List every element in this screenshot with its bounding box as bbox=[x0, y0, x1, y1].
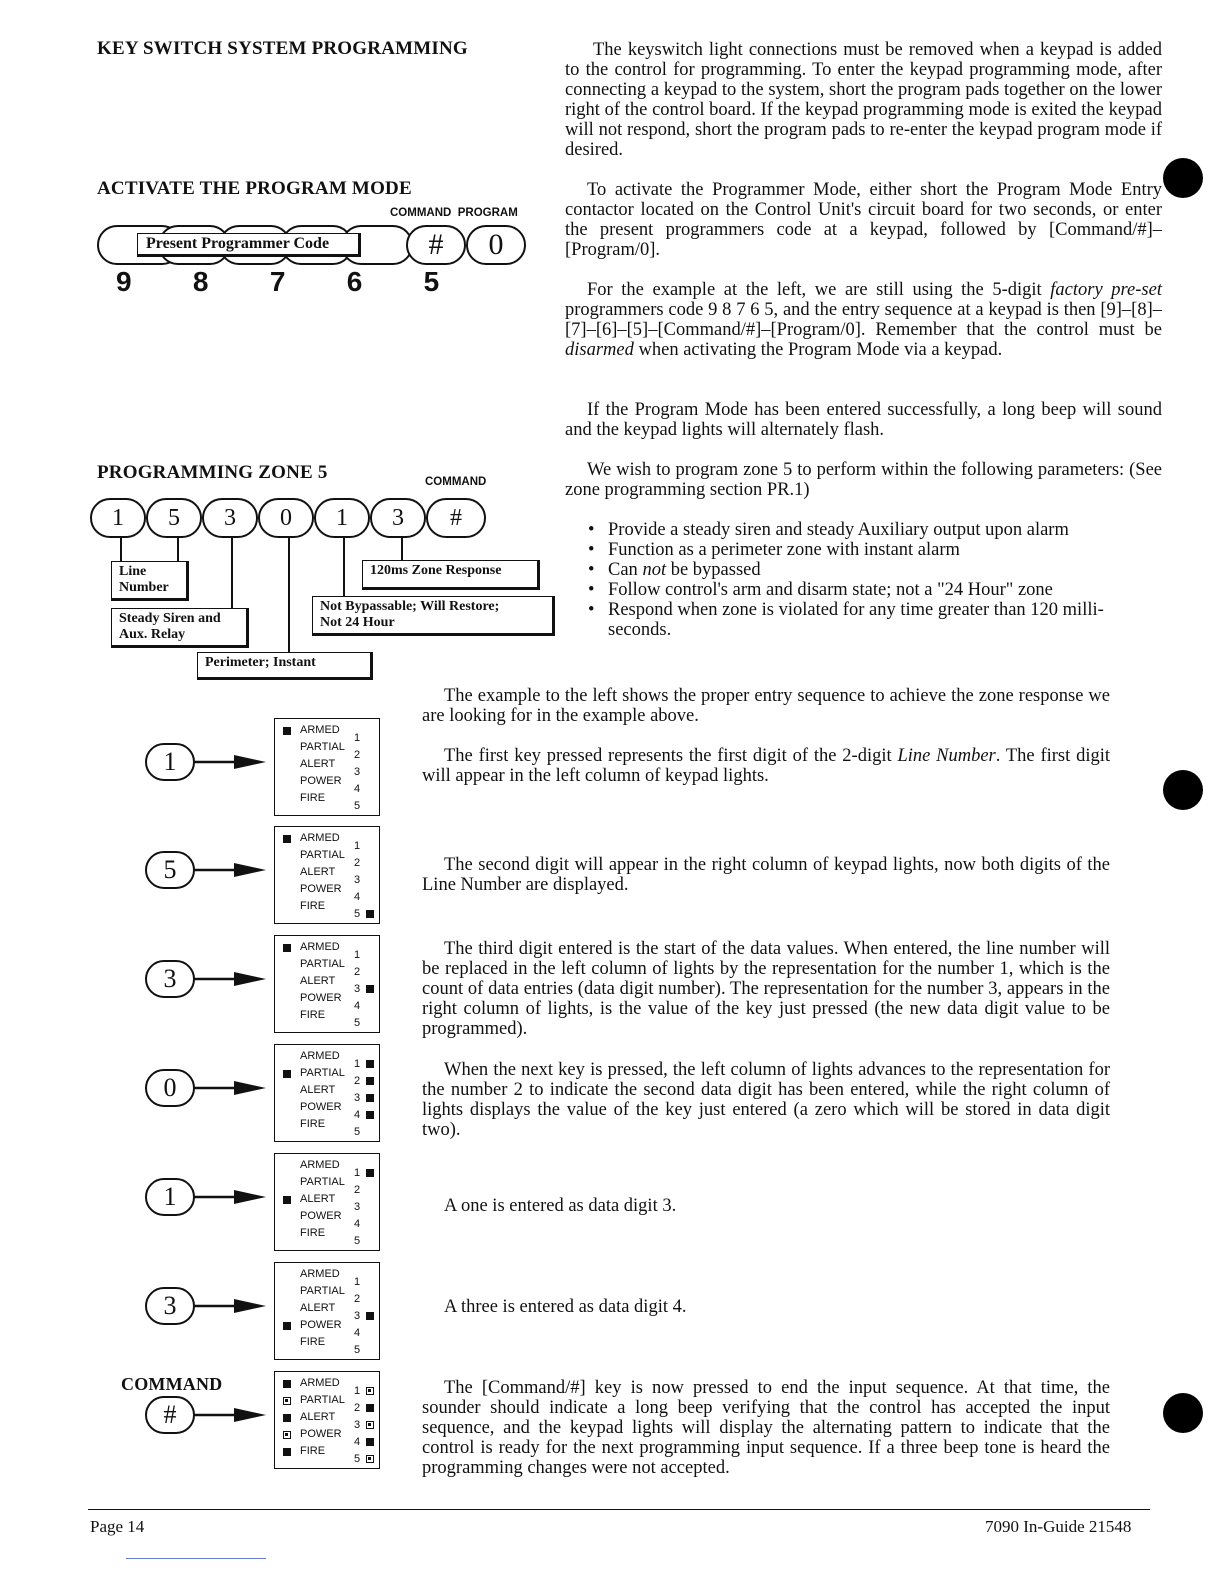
zone-key-hash: # bbox=[426, 498, 486, 538]
light-number: 5 bbox=[354, 1344, 361, 1356]
program-zero-key: 0 bbox=[466, 225, 526, 265]
zone-key-0: 0 bbox=[258, 498, 314, 538]
para-one-entered: A one is entered as data digit 3. bbox=[444, 1196, 677, 1216]
light-label: POWER bbox=[300, 992, 342, 1004]
light-label: PARTIAL bbox=[300, 958, 345, 970]
light-label: FIRE bbox=[300, 1118, 326, 1130]
light-label: ALERT bbox=[300, 758, 336, 770]
punch-hole bbox=[1163, 1393, 1203, 1433]
light-label: POWER bbox=[300, 1210, 342, 1222]
para-success: If the Program Mode has been entered successfully, a long beep will sound and the keypad lights will alternately flash. bbox=[565, 400, 1162, 440]
light-label: ALERT bbox=[300, 1411, 336, 1423]
keypad-light-row bbox=[275, 866, 379, 886]
arrow-right-icon bbox=[194, 1405, 274, 1425]
keypad-light-row bbox=[275, 1193, 379, 1213]
keypad-light-row bbox=[275, 1445, 379, 1465]
footer-rule bbox=[88, 1509, 1150, 1510]
left-light-on bbox=[283, 835, 291, 843]
arrow-right-icon bbox=[194, 1187, 274, 1207]
keypad-light-row bbox=[275, 1394, 379, 1414]
para-next-key: When the next key is pressed, the left column of lights advances to the representation for the number 2 to indicate the second data digit has been entered, while the right column of lights displays the value of the key just entered (a zero which will be stored in data digit two). bbox=[422, 1060, 1110, 1140]
keypad-lights-display bbox=[274, 1371, 380, 1469]
left-light-on bbox=[283, 1196, 291, 1204]
light-number: 4 bbox=[354, 1000, 361, 1012]
light-label: ARMED bbox=[300, 941, 340, 953]
sequence-key: 3 bbox=[145, 1287, 195, 1325]
left-light-on bbox=[283, 727, 291, 735]
keypad-lights-display bbox=[274, 826, 380, 924]
light-label: PARTIAL bbox=[300, 1176, 345, 1188]
light-number: 3 bbox=[354, 1419, 361, 1431]
light-label: PARTIAL bbox=[300, 741, 345, 753]
para-command-end: The [Command/#] key is now pressed to end the input sequence. At that time, the sounder should indicate a long beep verifying that the control has accepted the input sequence, and the keypad lights will display the alternating pattern to indicate that the control is ready for the next programming input sequence. If a three beep tone is heard the programming changes were not accepted. bbox=[422, 1378, 1110, 1478]
command-hash-key: # bbox=[406, 225, 466, 265]
activate-heading: ACTIVATE THE PROGRAM MODE bbox=[97, 178, 412, 199]
punch-hole bbox=[1163, 158, 1203, 198]
light-label: ALERT bbox=[300, 866, 336, 878]
keypad-light-row bbox=[275, 1050, 379, 1070]
page-title: KEY SWITCH SYSTEM PROGRAMMING bbox=[97, 38, 468, 59]
keypad-command-label: COMMAND bbox=[121, 1374, 223, 1394]
light-number: 4 bbox=[354, 1436, 361, 1448]
light-label: FIRE bbox=[300, 1009, 326, 1021]
light-label: ARMED bbox=[300, 1159, 340, 1171]
para-example: For the example at the left, we are still using the 5-digit factory pre-set programmers code 9 8 7 6 5, and the entry sequence at a keypad is then [9]–[8]–[7]–[6]–[5]–[Command/#]–[Program/0]. Remember that the control must be disarmed when activating the Program Mode via a keypad. bbox=[565, 280, 1162, 360]
light-label: ARMED bbox=[300, 1050, 340, 1062]
zone-key-1: 1 bbox=[90, 498, 146, 538]
light-number: 3 bbox=[354, 1201, 361, 1213]
keypad-light-row bbox=[275, 792, 379, 812]
light-number: 5 bbox=[354, 908, 361, 920]
zone5-heading: PROGRAMMING ZONE 5 bbox=[97, 462, 328, 483]
code-digits: 9 8 7 6 5 bbox=[116, 266, 442, 297]
light-number: 2 bbox=[354, 857, 361, 869]
arrow-right-icon bbox=[194, 752, 274, 772]
light-number: 1 bbox=[354, 1385, 361, 1397]
keypad-light-row bbox=[275, 1336, 379, 1356]
light-label: FIRE bbox=[300, 900, 326, 912]
light-number: 1 bbox=[354, 1276, 361, 1288]
para-second-digit: The second digit will appear in the right column of keypad lights, now both digits of the Line Number are displayed. bbox=[422, 855, 1110, 895]
zone-key-1b: 1 bbox=[314, 498, 370, 538]
list-item: • Respond when zone is violated for any time greater than 120 milli-seconds. bbox=[585, 600, 1125, 640]
sequence-key: 5 bbox=[145, 851, 195, 889]
light-label: FIRE bbox=[300, 1336, 326, 1348]
light-label: PARTIAL bbox=[300, 1394, 345, 1406]
right-light-on bbox=[366, 1455, 374, 1463]
keypad-light-row bbox=[275, 1067, 379, 1087]
zone-key-3: 3 bbox=[202, 498, 258, 538]
para-sequence-intro: The example to the left shows the proper entry sequence to achieve the zone response we are looking for in the example above. bbox=[422, 686, 1110, 726]
keypad-light-row bbox=[275, 832, 379, 852]
light-number: 4 bbox=[354, 1327, 361, 1339]
left-light-on bbox=[283, 1448, 291, 1456]
light-number: 4 bbox=[354, 783, 361, 795]
right-light-on bbox=[366, 910, 374, 918]
keypad-light-row bbox=[275, 958, 379, 978]
keypad-light-row bbox=[275, 1101, 379, 1121]
light-label: PARTIAL bbox=[300, 849, 345, 861]
light-number: 4 bbox=[354, 891, 361, 903]
light-number: 1 bbox=[354, 1058, 361, 1070]
light-label: POWER bbox=[300, 1428, 342, 1440]
light-label: ARMED bbox=[300, 1268, 340, 1280]
para-first-key: The first key pressed represents the first digit of the 2-digit Line Number. The first digit will appear in the left column of keypad lights. bbox=[422, 746, 1110, 786]
light-label: ALERT bbox=[300, 1193, 336, 1205]
keypad-light-row bbox=[275, 1411, 379, 1431]
list-item: • Follow control's arm and disarm state; not a "24 Hour" zone bbox=[585, 580, 1125, 600]
list-item: • Provide a steady siren and steady Auxiliary output upon alarm bbox=[585, 520, 1125, 540]
light-number: 1 bbox=[354, 840, 361, 852]
zone-key-5: 5 bbox=[146, 498, 202, 538]
light-label: PARTIAL bbox=[300, 1067, 345, 1079]
keypad-light-row bbox=[275, 1302, 379, 1322]
light-number: 3 bbox=[354, 874, 361, 886]
present-programmer-code-label: Present Programmer Code bbox=[137, 233, 361, 257]
sequence-key: 3 bbox=[145, 960, 195, 998]
light-number: 2 bbox=[354, 749, 361, 761]
light-number: 1 bbox=[354, 1167, 361, 1179]
para-third-digit: The third digit entered is the start of the data values. When entered, the line number will be replaced in the left column of lights by the representation for the number 1, which is the count of data entries (data digit number). The representation for the number 3, appears in the right column of lights, is the value of the key just pressed (the new data digit value to be programmed). bbox=[422, 939, 1110, 1039]
light-number: 1 bbox=[354, 949, 361, 961]
sequence-key: 1 bbox=[145, 1178, 195, 1216]
keypad-light-row bbox=[275, 941, 379, 961]
light-number: 5 bbox=[354, 1017, 361, 1029]
keypad-light-row bbox=[275, 775, 379, 795]
light-label: FIRE bbox=[300, 1227, 326, 1239]
left-light-on bbox=[283, 1414, 291, 1422]
keypad-light-row bbox=[275, 758, 379, 778]
keypad-light-row bbox=[275, 900, 379, 920]
perimeter-instant-label: Perimeter; Instant bbox=[197, 652, 373, 680]
light-number: 5 bbox=[354, 800, 361, 812]
keypad-light-row bbox=[275, 1319, 379, 1339]
keypad-light-row bbox=[275, 975, 379, 995]
list-item: • Function as a perimeter zone with instant alarm bbox=[585, 540, 1125, 560]
keypad-lights-display bbox=[274, 935, 380, 1033]
left-light-on bbox=[283, 1431, 291, 1439]
keypad-light-row bbox=[275, 1377, 379, 1397]
left-light-on bbox=[283, 1070, 291, 1078]
keypad-light-row bbox=[275, 1285, 379, 1305]
light-number: 4 bbox=[354, 1109, 361, 1121]
light-label: ARMED bbox=[300, 832, 340, 844]
light-label: PARTIAL bbox=[300, 1285, 345, 1297]
punch-hole bbox=[1163, 770, 1203, 810]
light-label: POWER bbox=[300, 775, 342, 787]
keypad-light-row bbox=[275, 1210, 379, 1230]
keypad-light-row bbox=[275, 741, 379, 761]
light-number: 2 bbox=[354, 1075, 361, 1087]
keypad-light-row bbox=[275, 849, 379, 869]
light-number: 2 bbox=[354, 1293, 361, 1305]
line-number-label: Line Number bbox=[111, 561, 189, 601]
sequence-key: 1 bbox=[145, 743, 195, 781]
steady-siren-label: Steady Siren and Aux. Relay bbox=[111, 608, 249, 648]
light-label: ALERT bbox=[300, 1084, 336, 1096]
keypad-lights-display bbox=[274, 718, 380, 816]
light-number: 1 bbox=[354, 732, 361, 744]
light-label: POWER bbox=[300, 883, 342, 895]
sequence-key: # bbox=[145, 1396, 195, 1434]
left-light-on bbox=[283, 1322, 291, 1330]
light-number: 4 bbox=[354, 1218, 361, 1230]
arrow-right-icon bbox=[194, 1296, 274, 1316]
keypad-light-row bbox=[275, 1227, 379, 1247]
light-number: 5 bbox=[354, 1235, 361, 1247]
light-number: 3 bbox=[354, 1092, 361, 1104]
para-zone5-intro: We wish to program zone 5 to perform within the following parameters: (See zone programming section PR.1) bbox=[565, 460, 1162, 500]
light-number: 3 bbox=[354, 1310, 361, 1322]
light-number: 2 bbox=[354, 1184, 361, 1196]
keypad-light-row bbox=[275, 1268, 379, 1288]
light-label: FIRE bbox=[300, 792, 326, 804]
zone-parameter-list bbox=[585, 520, 1125, 640]
keypad-light-row bbox=[275, 1084, 379, 1104]
light-label: FIRE bbox=[300, 1445, 326, 1457]
scan-artifact-line bbox=[126, 1558, 266, 1559]
footer-doc-id: 7090 In-Guide 21548 bbox=[985, 1517, 1132, 1536]
arrow-right-icon bbox=[194, 969, 274, 989]
keypad-light-row bbox=[275, 992, 379, 1012]
para-activate: To activate the Programmer Mode, either short the Program Mode Entry contactor located on the Control Unit's circuit board for two seconds, or enter the present programmers code at a keypad, followed by [Command/#]–[Program/0]. bbox=[565, 180, 1162, 260]
light-number: 2 bbox=[354, 966, 361, 978]
footer-page-number: Page 14 bbox=[90, 1517, 145, 1536]
zone-response-label: 120ms Zone Response bbox=[362, 560, 540, 590]
keypad-light-row bbox=[275, 1009, 379, 1029]
list-item: • Can not be bypassed bbox=[585, 560, 1125, 580]
arrow-right-icon bbox=[194, 1078, 274, 1098]
light-number: 3 bbox=[354, 766, 361, 778]
light-number: 5 bbox=[354, 1126, 361, 1138]
command-program-label: COMMAND PROGRAM bbox=[390, 207, 518, 219]
keypad-lights-display bbox=[274, 1153, 380, 1251]
keypad-light-row bbox=[275, 883, 379, 903]
left-light-on bbox=[283, 944, 291, 952]
keypad-light-row bbox=[275, 1118, 379, 1138]
left-light-on bbox=[283, 1380, 291, 1388]
arrow-right-icon bbox=[194, 860, 274, 880]
not-bypassable-label: Not Bypassable; Will Restore; Not 24 Hour bbox=[312, 596, 555, 636]
keypad-lights-display bbox=[274, 1044, 380, 1142]
keypad-light-row bbox=[275, 1176, 379, 1196]
sequence-key: 0 bbox=[145, 1069, 195, 1107]
light-label: POWER bbox=[300, 1101, 342, 1113]
light-label: POWER bbox=[300, 1319, 342, 1331]
keypad-light-row bbox=[275, 1159, 379, 1179]
para-three-entered: A three is entered as data digit 4. bbox=[444, 1297, 687, 1317]
zone-key-3b: 3 bbox=[370, 498, 426, 538]
light-label: ARMED bbox=[300, 724, 340, 736]
light-number: 5 bbox=[354, 1453, 361, 1465]
light-label: ALERT bbox=[300, 975, 336, 987]
keypad-light-row bbox=[275, 724, 379, 744]
light-number: 2 bbox=[354, 1402, 361, 1414]
light-label: ALERT bbox=[300, 1302, 336, 1314]
light-number: 3 bbox=[354, 983, 361, 995]
light-label: ARMED bbox=[300, 1377, 340, 1389]
para-keyswitch: The keyswitch light connections must be removed when a keypad is added to the control for programming. To enter the keypad programming mode, after connecting a keypad to the system, short the program pads together on the lower right of the control board. If the keypad programming mode is exited the keypad will not respond, short the program pads to re-enter the keypad program mode if desired. bbox=[565, 40, 1162, 160]
keypad-lights-display bbox=[274, 1262, 380, 1360]
keypad-light-row bbox=[275, 1428, 379, 1448]
zone-command-label: COMMAND bbox=[425, 476, 487, 488]
left-light-on bbox=[283, 1397, 291, 1405]
